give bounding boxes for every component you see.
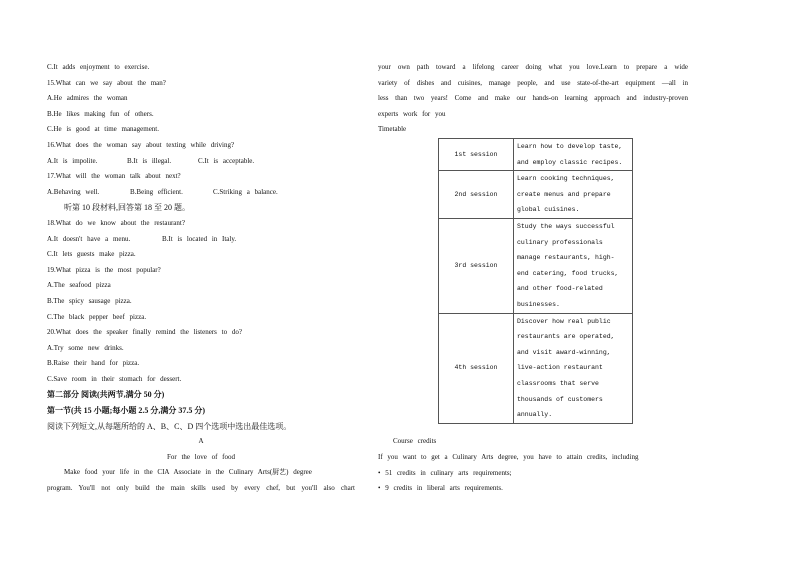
session-description-line: manage restaurants, high-	[517, 254, 615, 262]
session-description-line: global cuisines.	[517, 206, 580, 214]
option-text: A.It doesn't have a menu.	[47, 234, 131, 243]
option-text: C.Save room in their stomach for dessert.	[47, 374, 182, 383]
session-description-line: Study the ways successful	[517, 222, 615, 230]
session-description-line: annually.	[517, 411, 553, 419]
session-description	[514, 218, 633, 313]
question-text: 15.What can we say about the man?	[47, 78, 166, 87]
session-description-line: businesses.	[517, 300, 560, 308]
option-text: B.It is located in Italy.	[162, 234, 237, 243]
option-row	[47, 232, 355, 248]
session-description-line: Learn cooking techniques,	[517, 175, 615, 183]
option-text: C.It lets guests make pizza.	[47, 250, 136, 259]
session-description	[514, 139, 633, 171]
question-text: 19.What pizza is the most popular?	[47, 265, 161, 274]
timetable-label: Timetable	[378, 125, 407, 134]
option-row	[47, 154, 355, 170]
option-text: C.The black pepper beef pizza.	[47, 312, 147, 321]
session-description-line: culinary professionals	[517, 238, 603, 246]
passage-line: your own path toward a lifelong career doing what you love.Learn to prepare a wide	[378, 63, 688, 71]
option-text: A.Behaving well.	[47, 187, 100, 196]
session-label: 3rd session	[439, 218, 514, 313]
option-text: B.It is illegal.	[127, 156, 172, 165]
question-text: 20.What does the speaker finally remind the listeners to do?	[47, 328, 242, 337]
credits-item: • 51 credits in culinary arts requirements;	[378, 468, 512, 477]
question-text: 18.What do we know about the restaurant?	[47, 218, 185, 227]
credits-item: • 9 credits in liberal arts requirements.	[378, 484, 503, 493]
option-text: A.The seafood pizza	[47, 281, 111, 290]
passage-label: A	[198, 437, 204, 446]
timetable-row	[439, 139, 633, 171]
passage-line: variety of dishes and cuisines, manage people, and use state-of-the-art equipment —all in	[378, 78, 688, 87]
session-label: 2nd session	[439, 171, 514, 219]
session-description-line: Learn how to develop taste,	[517, 143, 623, 150]
passage-line: program. You'll not only build the main skills used by every chef, but you'll also chart	[47, 484, 355, 493]
option-text: A.It is impolite.	[47, 156, 98, 165]
option-text: C.It is acceptable.	[198, 156, 255, 165]
session-description-line: and other food-related	[517, 285, 603, 293]
session-description-line: thousands of customers	[517, 395, 603, 403]
session-description-line: classrooms that serve	[517, 379, 599, 387]
session-description-line: create menus and prepare	[517, 190, 611, 198]
passage-line: less than two years! Come and make our hands-on learning approach and industry-proven	[378, 94, 688, 103]
timetable	[438, 138, 633, 424]
session-description-line: and visit award-winning,	[517, 348, 611, 356]
right-column	[378, 60, 688, 138]
section-heading: 第一节(共 15 小题;每小题 2.5 分,满分 37.5 分)	[47, 406, 205, 416]
option-text: C.It adds enjoyment to exercise.	[47, 63, 150, 71]
session-description	[514, 313, 633, 423]
credits-intro: If you want to get a Culinary Arts degree, you have to attain credits, including	[378, 452, 639, 461]
option-text: A.Try some new drinks.	[47, 343, 124, 352]
option-text: A.He admires the woman	[47, 94, 128, 103]
timetable-row	[439, 171, 633, 219]
question-text: 16.What does the woman say about texting while driving?	[47, 140, 235, 149]
listening-instruction: 听第 10 段材料,回答第 18 至 20 题。	[64, 203, 190, 213]
session-description	[514, 171, 633, 219]
part-heading: 第二部分 阅读(共两节,满分 50 分)	[47, 390, 165, 400]
reading-instruction: 阅读下列短文,从每题所给的 A、B、C、D 四个选项中选出最佳选项。	[47, 421, 292, 431]
session-label: 4th session	[439, 313, 514, 423]
session-description-line: live-action restaurant	[517, 364, 603, 372]
option-text: B.Raise their hand for pizza.	[47, 359, 140, 368]
session-description-line: restaurants are operated,	[517, 333, 615, 341]
left-column	[47, 60, 355, 497]
option-text: B.He likes making fun of others.	[47, 109, 154, 118]
session-description-line: end catering, food trucks,	[517, 269, 619, 277]
option-text: C.Striking a balance.	[213, 187, 278, 196]
timetable-row	[439, 313, 633, 423]
timetable-row	[439, 218, 633, 313]
question-text: 17.What will the woman talk about next?	[47, 172, 181, 181]
option-text: C.He is good at time management.	[47, 125, 160, 134]
session-description-line: and employ classic recipes.	[517, 158, 623, 166]
session-label: 1st session	[439, 139, 514, 171]
passage-line: experts work for you	[378, 109, 446, 118]
passage-title: For the love of food	[167, 452, 235, 461]
credits-heading: Course credits	[393, 437, 437, 446]
option-text: B.Being efficient.	[130, 187, 183, 196]
session-description-line: Discover how real public	[517, 317, 611, 325]
option-row	[47, 185, 355, 201]
passage-line: Make food your life in the CIA Associate in the Culinary Arts(厨艺) degree	[64, 468, 312, 477]
course-credits	[378, 434, 688, 496]
option-text: B.The spicy sausage pizza.	[47, 296, 132, 305]
